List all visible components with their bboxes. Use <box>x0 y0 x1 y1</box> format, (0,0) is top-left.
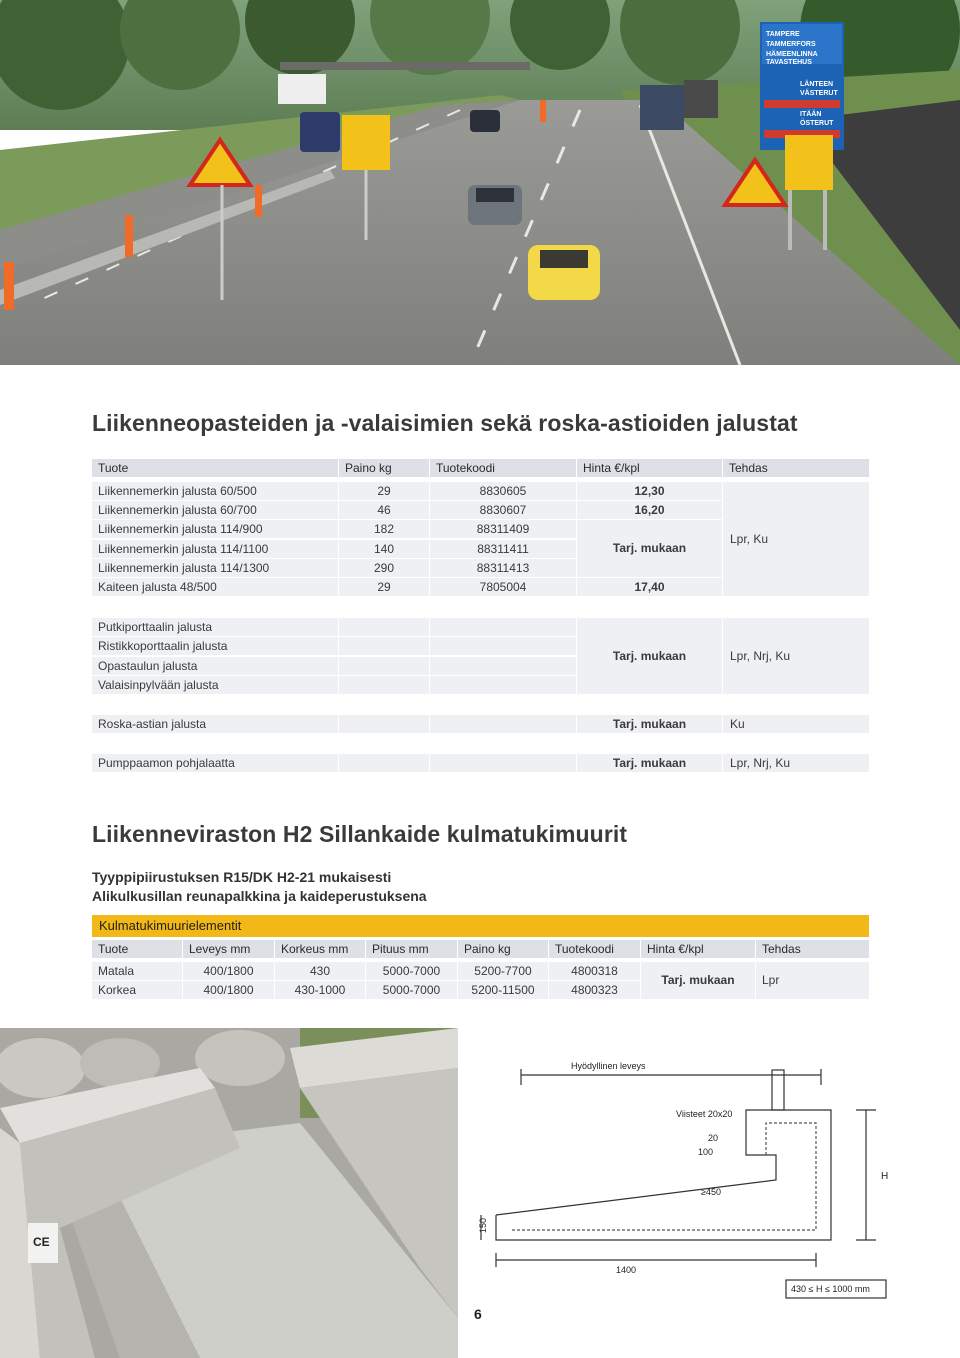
group2-price: Tarj. mukaan <box>577 618 722 694</box>
row-length: 5000-7000 <box>366 981 457 999</box>
roska-price: Tarj. mukaan <box>577 715 722 733</box>
row-length: 5000-7000 <box>366 962 457 980</box>
section2-title: Liikenneviraston H2 Sillankaide kulmatukimuurit <box>92 821 628 847</box>
row-name: Liikennemerkin jalusta 114/1100 <box>92 540 338 558</box>
pump-name: Pumppaamon pohjalaatta <box>92 754 338 772</box>
row-weight: 5200-11500 <box>458 981 548 999</box>
row-name: Liikennemerkin jalusta 60/700 <box>92 501 338 519</box>
row-height: 430 <box>275 962 365 980</box>
header-pituus: Pituus mm <box>366 940 457 958</box>
pump-blank <box>339 754 429 772</box>
header-hinta: Hinta €/kpl <box>641 940 755 958</box>
group2-item: Putkiporttaalin jalusta <box>92 618 338 636</box>
row-code: 88311413 <box>430 559 576 577</box>
sign-text-3: HÄMEENLINNA <box>766 51 818 58</box>
concrete-wall-photo <box>0 1028 458 1358</box>
row-weight: 5200-7700 <box>458 962 548 980</box>
row-name: Liikennemerkin jalusta 60/500 <box>92 482 338 500</box>
sign-text-1: TAMPERE <box>766 31 800 38</box>
elements-bar: Kulmatukimuurielementit <box>92 915 869 937</box>
header-korkeus: Korkeus mm <box>275 940 365 958</box>
wall-price: Tarj. mukaan <box>641 962 755 999</box>
row-width: 400/1800 <box>183 962 274 980</box>
row-price: 12,30 <box>577 482 722 500</box>
sign-text-2: TAMMERFORS <box>766 41 816 48</box>
group2-item: Valaisinpylvään jalusta <box>92 676 338 694</box>
row-code: 8830605 <box>430 482 576 500</box>
sign-text-5: LÄNTEEN <box>800 81 834 88</box>
row-weight: 140 <box>339 540 429 558</box>
row-code: 88311411 <box>430 540 576 558</box>
dim-1400: 1400 <box>616 1265 637 1275</box>
group2-item: Ristikkoporttaalin jalusta <box>92 637 338 655</box>
merged-factory: Lpr, Ku <box>723 482 869 596</box>
dim-h: H <box>881 1171 889 1182</box>
row-weight: 29 <box>339 578 429 596</box>
section1-title: Liikenneopasteiden ja -valaisimien sekä roska-astioiden jalustat <box>92 410 798 436</box>
header-hinta: Hinta €/kpl <box>577 459 722 477</box>
header-paino: Paino kg <box>458 940 548 958</box>
dim-20: 20 <box>708 1133 719 1143</box>
group2-blank <box>339 676 429 694</box>
wall-factory: Lpr <box>756 962 869 999</box>
row-name: Matala <box>92 962 182 980</box>
dim-450: ≥450 <box>701 1187 721 1197</box>
svg-text:CE: CE <box>33 1235 50 1249</box>
group2-item: Opastaulun jalusta <box>92 657 338 675</box>
drawing-label-viisteet: Viisteet 20x20 <box>676 1109 733 1119</box>
page-number: 6 <box>474 1306 482 1322</box>
group2-factory: Lpr, Nrj, Ku <box>723 618 869 694</box>
sign-text-8: ÖSTERUT <box>800 120 834 127</box>
sign-text-4: TAVASTEHUS <box>766 59 812 66</box>
row-name: Liikennemerkin jalusta 114/900 <box>92 520 338 538</box>
roska-blank <box>430 715 576 733</box>
row-weight: 29 <box>339 482 429 500</box>
roska-blank <box>339 715 429 733</box>
row-code: 4800318 <box>549 962 640 980</box>
row-code: 88311409 <box>430 520 576 538</box>
row-name: Kaiteen jalusta 48/500 <box>92 578 338 596</box>
header-leveys: Leveys mm <box>183 940 274 958</box>
header-tehdas: Tehdas <box>756 940 869 958</box>
header-tuotekoodi: Tuotekoodi <box>549 940 640 958</box>
row-name: Korkea <box>92 981 182 999</box>
sign-text-6: VÄSTERUT <box>800 90 838 97</box>
row-weight: 290 <box>339 559 429 577</box>
row-price: 16,20 <box>577 501 722 519</box>
header-tuote: Tuote <box>92 940 182 958</box>
row-price: 17,40 <box>577 578 722 596</box>
row-height: 430-1000 <box>275 981 365 999</box>
pump-factory: Lpr, Nrj, Ku <box>723 754 869 772</box>
row-code: 7805004 <box>430 578 576 596</box>
merged-price: Tarj. mukaan <box>577 520 722 577</box>
header-tuotekoodi: Tuotekoodi <box>430 459 576 477</box>
header-tuote: Tuote <box>92 459 338 477</box>
group2-blank <box>339 657 429 675</box>
group2-blank <box>430 657 576 675</box>
row-weight: 182 <box>339 520 429 538</box>
pump-blank <box>430 754 576 772</box>
row-width: 400/1800 <box>183 981 274 999</box>
section2-subtitle-2: Alikulkusillan reunapalkkina ja kaideperustuksena <box>92 888 427 904</box>
pump-price: Tarj. mukaan <box>577 754 722 772</box>
row-weight: 46 <box>339 501 429 519</box>
dim-150: 150 <box>478 1217 488 1233</box>
group2-blank <box>339 637 429 655</box>
roska-factory: Ku <box>723 715 869 733</box>
group2-blank <box>430 676 576 694</box>
sign-text-7: ITÄÄN <box>800 111 822 118</box>
header-tehdas: Tehdas <box>723 459 869 477</box>
roska-name: Roska-astian jalusta <box>92 715 338 733</box>
row-code: 8830607 <box>430 501 576 519</box>
drawing-range: 430 ≤ H ≤ 1000 mm <box>791 1284 870 1294</box>
group2-blank <box>430 637 576 655</box>
row-code: 4800323 <box>549 981 640 999</box>
road-works-photo <box>0 0 960 365</box>
section2-subtitle-1: Tyyppipiirustuksen R15/DK H2-21 mukaisesti <box>92 869 392 885</box>
technical-drawing <box>476 1055 916 1305</box>
drawing-label-top: Hyödyllinen leveys <box>571 1061 646 1071</box>
group2-blank <box>339 618 429 636</box>
row-name: Liikennemerkin jalusta 114/1300 <box>92 559 338 577</box>
dim-100: 100 <box>698 1147 714 1157</box>
group2-blank <box>430 618 576 636</box>
header-paino: Paino kg <box>339 459 429 477</box>
